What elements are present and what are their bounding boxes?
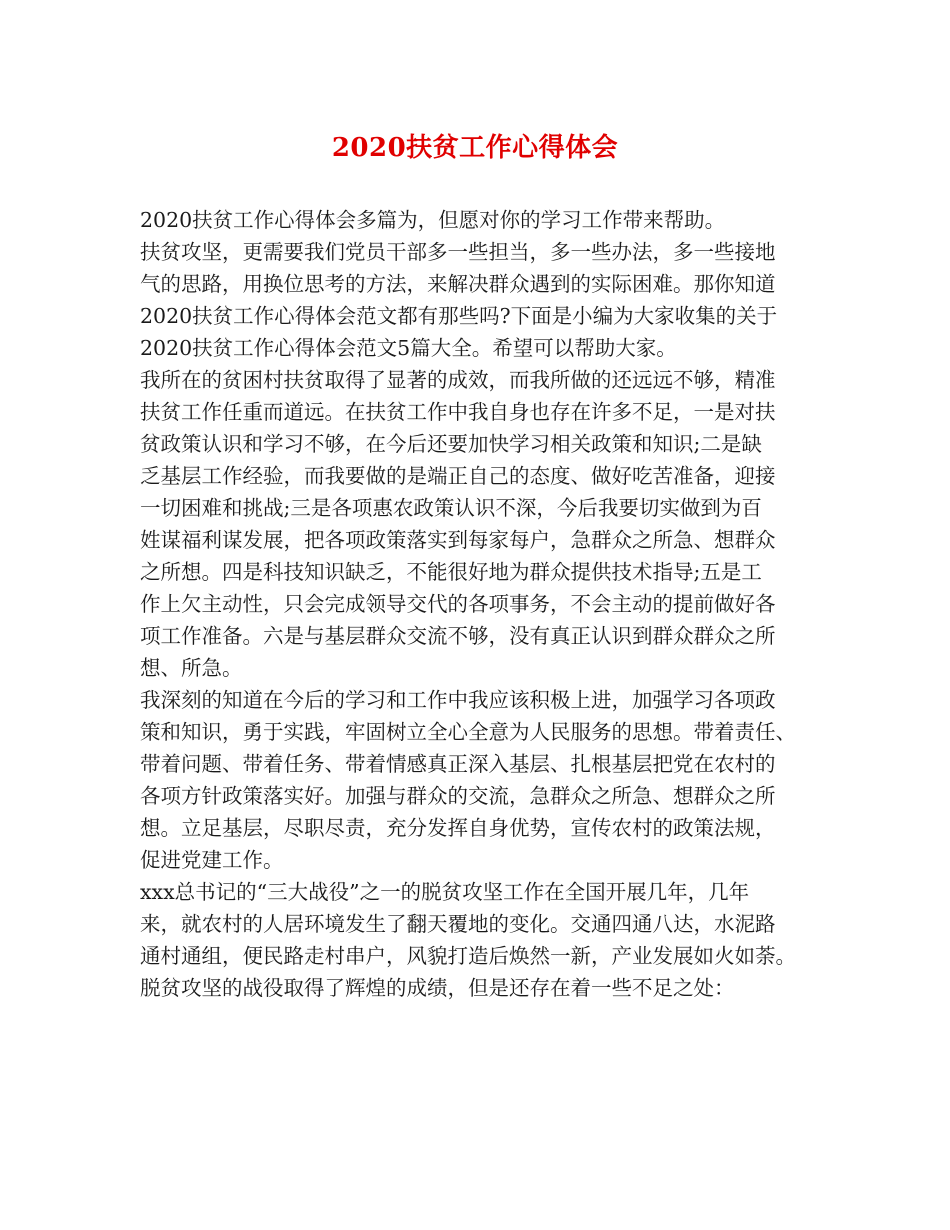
text-line: 扶贫攻坚，更需要我们党员干部多一些担当，多一些办法，多一些接地 [140,240,776,264]
text-line: 我深刻的知道在今后的学习和工作中我应该积极上进，加强学习各项政 [140,688,776,712]
text-line: 策和知识，勇于实践，牢固树立全心全意为人民服务的思想。带着责任、 [140,720,796,744]
text-line: 姓谋福利谋发展，把各项政策落实到每家每户，急群众之所急、想群众 [140,528,776,552]
text-line: 之所想。四是科技知识缺乏，不能很好地为群众提供技术指导;五是工 [140,560,762,584]
text-line: 扶贫工作任重而道远。在扶贫工作中我自身也存在许多不足，一是对扶 [140,400,776,424]
text-line: 一切困难和挑战;三是各项惠农政策认识不深，今后我要切实做到为百 [140,496,762,520]
text-line: 2020扶贫工作心得体会范文5篇大全。希望可以帮助大家。 [140,336,677,360]
text-line: 作上欠主动性，只会完成领导交代的各项事务，不会主动的提前做好各 [140,592,776,616]
text-line: 2020扶贫工作心得体会多篇为，但愿对你的学习工作带来帮助。 [140,208,726,232]
document-body [140,204,820,1004]
text-line: 各项方针政策落实好。加强与群众的交流，急群众之所急、想群众之所 [140,784,776,808]
text-line: 促进党建工作。 [140,848,284,872]
text-line: 脱贫攻坚的战役取得了辉煌的成绩，但是还存在着一些不足之处： [140,976,735,1000]
text-line: 想、所急。 [140,656,243,680]
text-line: 想。立足基层，尽职尽责，充分发挥自身优势，宣传农村的政策法规， [140,816,776,840]
text-line: 2020扶贫工作心得体会范文都有那些吗?下面是小编为大家收集的关于 [140,304,778,328]
text-line: xxx总书记的“三大战役”之一的脱贫攻坚工作在全国开展几年，几年 [140,880,750,904]
text-line: 通村通组，便民路走村串户，风貌打造后焕然一新，产业发展如火如荼。 [140,944,796,968]
text-line: 气的思路，用换位思考的方法，来解决群众遇到的实际困难。那你知道 [140,272,776,296]
text-line: 项工作准备。六是与基层群众交流不够，没有真正认识到群众群众之所 [140,624,776,648]
document-title: 2020扶贫工作心得体会 [331,133,619,163]
text-line: 带着问题、带着任务、带着情感真正深入基层、扎根基层把党在农村的 [140,752,776,776]
text-line: 乏基层工作经验，而我要做的是端正自己的态度、做好吃苦准备，迎接 [140,464,776,488]
text-line: 我所在的贫困村扶贫取得了显著的成效，而我所做的还远远不够，精准 [140,368,776,392]
text-line: 贫政策认识和学习不够，在今后还要加快学习相关政策和知识;二是缺 [140,432,762,456]
text-line: 来，就农村的人居环境发生了翻天覆地的变化。交通四通八达，水泥路 [140,912,776,936]
